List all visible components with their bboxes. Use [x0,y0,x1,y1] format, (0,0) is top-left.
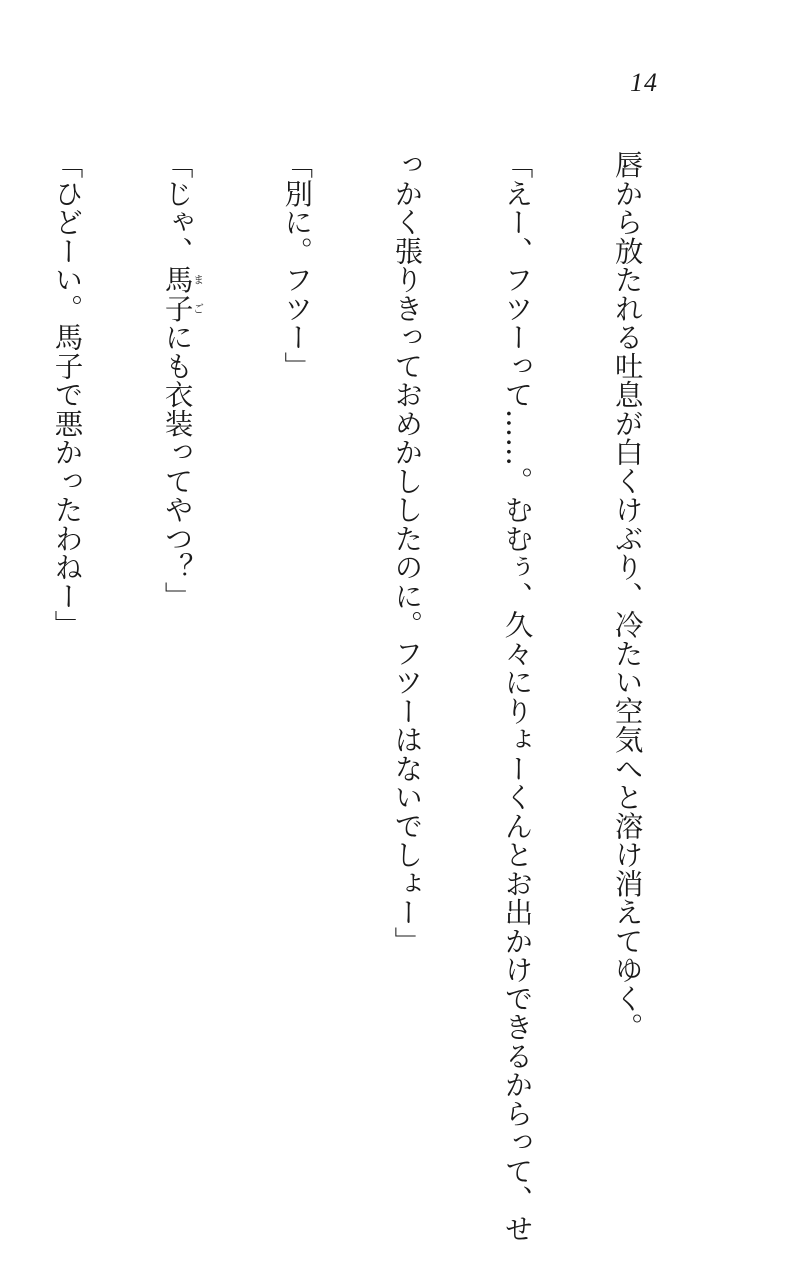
ruby-annotation: 馬子まご [160,265,205,323]
text-line: 「別に。フツー」 [280,150,314,380]
text-line: っかく張りきっておめかししたのに。フツーはないでしょー」 [390,150,424,955]
text-line: 「えー、フツーって……。むむぅ、久々にりょーくんとお出かけできるからって、せ [500,150,534,1243]
text-line: 「じゃ、馬子まごにも衣装ってやつ？」 [160,150,205,610]
text-line: 「ひどーい。馬子で悪かったわねー」 [50,150,84,639]
page-number: 14 [630,68,658,97]
text-line: 唇から放たれる吐息が白くけぶり、冷たい空気へと溶け消えてゆく。 [610,150,644,1042]
vertical-text-body [0,150,718,1243]
